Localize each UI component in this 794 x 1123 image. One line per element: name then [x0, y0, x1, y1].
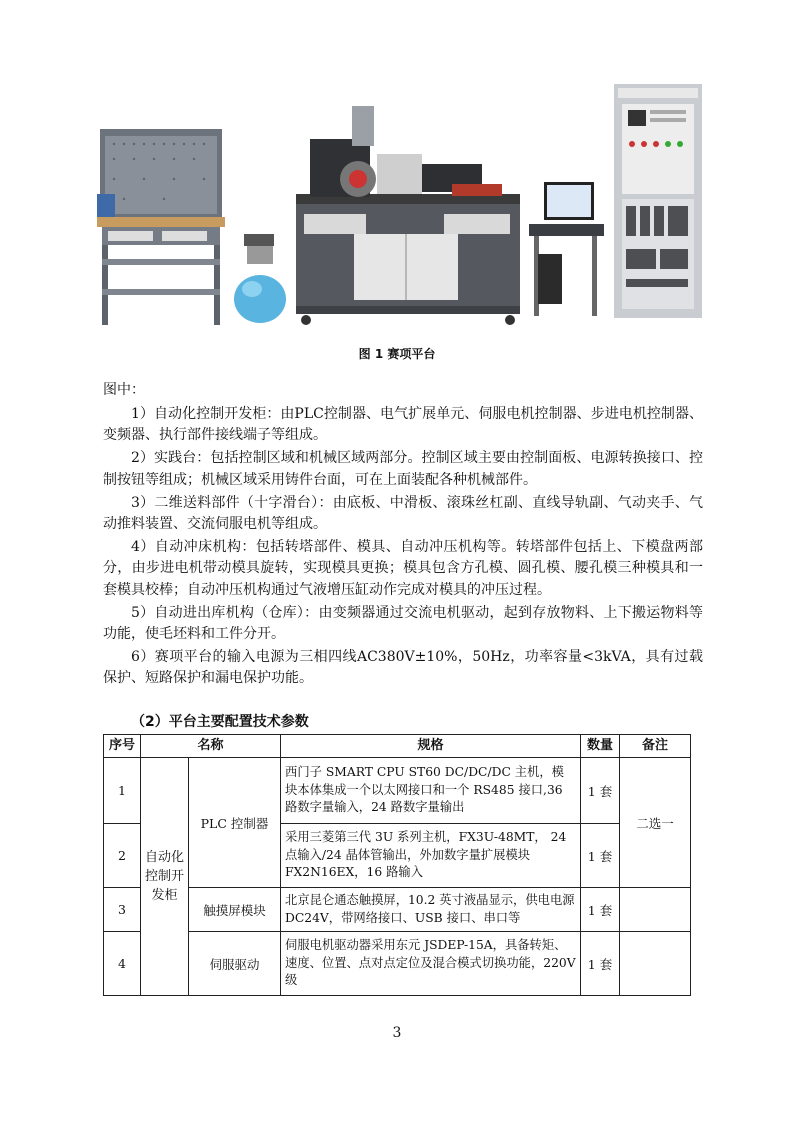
row-spec: 采用三菱第三代 3U 系列主机，FX3U-48MT， 24 点输入/24 晶体管输出，外加数字量扩展模块 FX2N16EX，16 路输入: [281, 824, 581, 888]
paragraph-3: 3）二维送料部件（十字滑台）：由底板、中滑板、滚珠丝杠副、直线导轨副、气动夹手、气动推料装置、交流伺服电机等组成。: [103, 494, 703, 533]
spec-table: [103, 734, 691, 996]
header-name: 名称: [141, 735, 281, 758]
row-qty: 1 套: [581, 758, 620, 824]
row-seq: 2: [104, 824, 141, 888]
paragraph-1: 1）自动化控制开发柜：由PLC控制器、电气扩展单元、伺服电机控制器、步进电机控制器、变频器、执行部件接线端子等组成。: [103, 406, 703, 444]
header-spec: 规格: [281, 735, 581, 758]
platform-photo: [92, 84, 706, 328]
row-item: 伺服驱动: [189, 932, 281, 996]
table-row: [104, 758, 691, 824]
row-qty: 1 套: [581, 824, 620, 888]
row-qty: 1 套: [581, 888, 620, 932]
row-note: 二选一: [620, 758, 691, 888]
header-qty: 数量: [581, 735, 620, 758]
control-cabinet-illustration: [614, 84, 702, 318]
figure-caption: 图 1 赛项平台: [358, 347, 436, 361]
description-paragraphs: [103, 404, 703, 692]
table-row: [104, 932, 691, 996]
group-label: 自动化控制开发柜: [141, 758, 189, 996]
row-spec: 伺服电机驱动器采用东元 JSDEP-15A，具备转矩、速度、位置、点对点定位及混合模式切换功能，220V 级: [281, 932, 581, 996]
workbench-illustration: [97, 129, 225, 325]
row-note: [620, 888, 691, 932]
computer-illustration: [529, 182, 604, 316]
row-spec: 北京昆仑通态触摸屏，10.2 英寸液晶显示，供电电源 DC24V，带网络接口、USB 接口、串口等: [281, 888, 581, 932]
section-heading: （2）平台主要配置技术参数: [131, 714, 309, 730]
punch-machine-illustration: [296, 106, 520, 325]
header-seq: 序号: [104, 735, 141, 758]
page-number: 3: [392, 1025, 402, 1041]
intro-text: 图中：: [103, 382, 145, 398]
paragraph-6: 6）赛项平台的输入电源为三相四线AC380V±10%，50Hz，功率容量<3kVA，具有过载保护、短路保护和漏电保护功能。: [103, 649, 703, 687]
paragraph-2: 2）实践台：包括控制区域和机械区域两部分。控制区域主要由控制面板、电源转换接口、控制按钮等组成；机械区域采用铸件台面，可在上面装配各种机械部件。: [103, 450, 703, 488]
row-seq: 4: [104, 932, 141, 996]
row-seq: 1: [104, 758, 141, 824]
paragraph-5: 5）自动进出库机构（仓库）：由变频器通过交流电机驱动，起到存放物料、上下搬运物料等功能，使毛坯料和工件分开。: [103, 604, 703, 643]
table-header-row: [104, 735, 691, 758]
row-note: [620, 932, 691, 996]
header-note: 备注: [620, 735, 691, 758]
row-item: 触摸屏模块: [189, 888, 281, 932]
table-row: [104, 888, 691, 932]
paragraph-4: 4）自动冲床机构：包括转塔部件、模具、自动冲压机构等。转塔部件包括上、下模盘两部分，由步进电机带动模具旋转，实现模具更换；模具包含方孔模、圆孔模、腰孔模三种模具和一套模具校棒；自动冲压机构通过气液增压缸动作完成对模具的冲压过程。: [103, 539, 703, 598]
row-spec: 西门子 SMART CPU ST60 DC/DC/DC 主机，模块本体集成一个以太网接口和一个 RS485 接口,36 路数字量输入，24 路数字量输出: [281, 758, 581, 824]
row-qty: 1 套: [581, 932, 620, 996]
row-seq: 3: [104, 888, 141, 932]
row-item: PLC 控制器: [189, 758, 281, 888]
compressor-illustration: [234, 234, 286, 323]
